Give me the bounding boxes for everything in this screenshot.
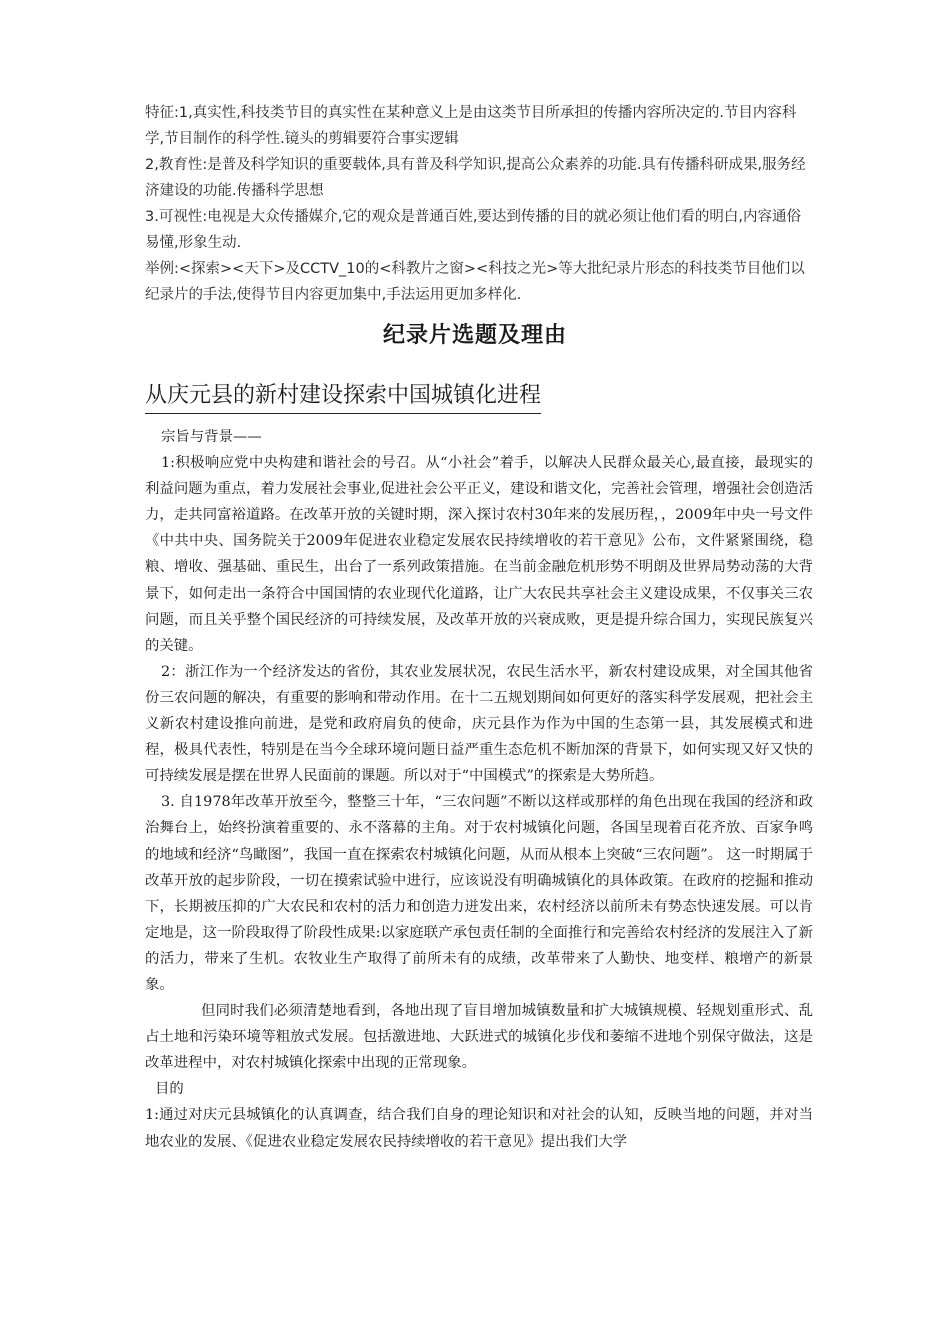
intro-block (145, 100, 815, 308)
paragraph-2: 2：浙江作为一个经济发达的省份，其农业发展状况，农民生活水平，新农村建设成果，对全国其他省份三农问题的解决，有重要的影响和带动作用。在十二五规划期间如何更好的落实科学发展观，把社会主义新农村建设推向前进，是党和政府肩负的使命，庆元县作为作为中国的生态第一县，其发展模式和进程，极具代表性，特别是在当今全球环境问题日益严重生态危机不断加深的背景下，如何实现又好又快的可持续发展是摆在世界人民面前的课题。所以对于“中国模式”的探索是大势所趋。 (145, 663, 813, 785)
purpose-heading: 宗旨与背景—— (161, 429, 262, 445)
goal-heading: 目的 (155, 1081, 184, 1098)
paragraph-1: 1:积极响应党中央构建和谐社会的号召。从“小社会”着手，以解决人民群众最关心,最直接，最现实的利益问题为重点，着力发展社会事业,促进社会公平正义，建设和谐文化，完善社会管理，增强社会创造活力，走共同富裕道路。在改革开放的关键时期，深入探讨农村30年来的发展历程，，2009年中央一号文件《中共中央、国务院关于2009年促进农业稳定发展农民持续增收的若干意见》公布，文件紧紧围绕，稳粮、增收、强基础、重民生，出台了一系列政策措施。在当前金融危机形势不明朗及世界局势动荡的大背景下，如何走出一条符合中国国情的农业现代化道路，让广大农民共享社会主义建设成果，不仅事关三农问题，而且关乎整个国民经济的可持续发展，及改革开放的兴衰成败，更是提升综合国力，实现民族复兴的关键。 (145, 455, 813, 654)
paragraph-5: 1:通过对庆元县城镇化的认真调查，结合我们自身的理论知识和对社会的认知，反映当地的问题，并对当地农业的发展、《促进农业稳定发展农民持续增收的若干意见》提出我们大学 (145, 1107, 813, 1150)
intro-example: 举例:<探索><天下>及CCTV_10的<科教片之窗><科技之光>等大批纪录片形态的科技类节目他们以纪录片的手法,使得节目内容更加集中,手法运用更加多样化. (145, 261, 805, 303)
document-title: 纪录片选题及理由 (382, 323, 567, 348)
section-title: 从庆元县的新村建设探索中国城镇化进程 (145, 378, 541, 414)
intro-feature-2: 2,教育性:是普及科学知识的重要载体,具有普及科学知识,提高公众素养的功能.具有传播科研成果,服务经济建设的功能.传播科学思想 (145, 157, 806, 199)
paragraph-4: 但同时我们必须清楚地看到，各地出现了盲目增加城镇数量和扩大城镇规模、轻规划重形式、乱占土地和污染环境等粗放式发展。包括激进地、大跃进式的城镇化步伐和萎缩不进地个别保守做法，这是改革进程中，对农村城镇化探索中出现的正常现象。 (145, 1003, 813, 1072)
intro-feature-3: 3.可视性:电视是大众传播媒介,它的观众是普通百姓,要达到传播的目的就必须让他们看的明白,内容通俗易懂,形象生动. (145, 209, 802, 251)
intro-feature-1: 特征:1,真实性,科技类节目的真实性在某种意义上是由这类节目所承担的传播内容所决定的.节目内容科学,节目制作的科学性.镜头的剪辑要符合事实逻辑 (145, 105, 797, 147)
paragraph-3: 3. 自1978年改革开放至今，整整三十年，“三农问题”不断以这样或那样的角色出现在我国的经济和政治舞台上，始终扮演着重要的、永不落幕的主角。对于农村城镇化问题，各国呈现着百花齐放、百家争鸣的地域和经济“鸟瞰图”，我国一直在探索农村城镇化问题，从而从根本上突破“三农问题”。 这一时期属于改革开放的起步阶段，一切在摸索试验中进行，应该说没有明确城镇化的具体政策。在政府的挖掘和推动下，长期被压抑的广大农民和农村的活力和创造力迸发出来，农村经济以前所未有势态快速发展。可以肯定地是，这一阶段取得了阶段性成果:以家庭联产承包责任制的全面推行和完善给农村经济的发展注入了新的活力，带来了生机。农牧业生产取得了前所未有的成绩，改革带来了人勤快、地变样、粮增产的新景象。 (145, 794, 813, 993)
body-text (145, 424, 813, 1155)
